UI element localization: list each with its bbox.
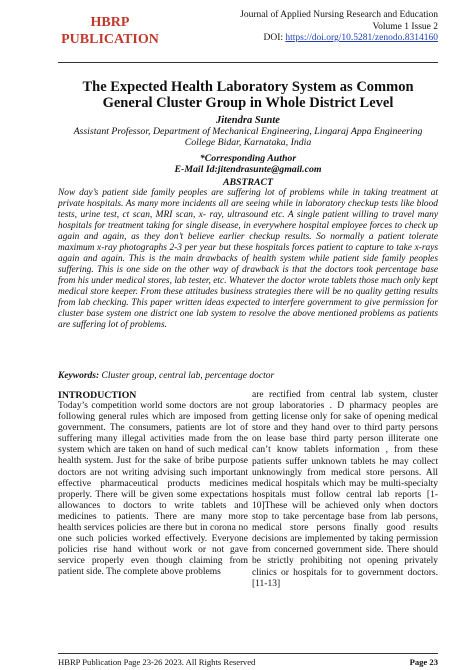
keywords-text: Cluster group, central lab, percentage doctor [99, 371, 275, 381]
footer-divider [58, 653, 438, 654]
body-column-right [252, 390, 438, 590]
introduction-heading: INTRODUCTION [58, 390, 137, 401]
publisher-logo [58, 14, 162, 48]
page-number: Page 23 [409, 657, 438, 667]
author-affiliation: Assistant Professor, Department of Mechanical Engineering, Lingaraj Appa Engineering College Bidar, Karnataka, India [73, 126, 423, 149]
article-title: The Expected Health Laboratory System as Common General Cluster Group in Whole District Level [82, 79, 414, 111]
body-paragraph-right: are rectified from central lab system, cluster group laboratories . D pharmacy peoples are getting license only for sake of opening medical store and they hand over to third party persons on lease base third party person illiterate one can’t know tablets information , from these patients suffer unknown tablets he may collect unknowingly from medical store persons. All medical hospitals which may be multi-specialty hospitals must follow central lab reports [1-10]These will be achieved only when doctors stop to take percentage base from lab persons, medical store persons finally good results decisions are implemented by taking permission from concerned government side. There should be strictly prohibiting not opening privately clinics or hospitals for to government doctors.[11-13] [252, 390, 438, 589]
body-paragraph-left: Today’s competition world some doctors are not following general rules which are imposed from government. The consumers, patients are lot of suffering many illegal activities made from the system which are taken on hand of such medical health system. Just for the sake of bribe purpose doctors are not writing advising such important effective pharmaceutical products medicines properly. There will be given some expectations allowances to doctors to write tablets and medicines to patients. There are many more health services policies are there but in corona no one such policies worked effectively. Everyone policies rise hand without work or not gave service properly even though claiming from patient side. The complete above problems [58, 401, 248, 578]
corresponding-label: *Corresponding Author [199, 153, 297, 164]
author-name: Jitendra Sunte [216, 115, 280, 126]
footer-copyright: HBRP Publication Page 23-26 2023. All Rights Reserved [58, 657, 256, 667]
header-divider [58, 62, 438, 63]
doi-line [208, 33, 438, 45]
volume-issue: Volume 1 Issue 2 [372, 21, 438, 32]
journal-meta [208, 10, 438, 45]
keywords [58, 371, 438, 381]
doi-link[interactable]: https://doi.org/10.5281/zenodo.8314160 [285, 33, 438, 43]
abstract-heading: ABSTRACT [222, 177, 274, 188]
abstract-text: Now day’s patient side family peoples are suffering lot of problems while in taking treatment at private hospitals. As many more incidents all are seeing while in laboratory checkup tests like blood tests, urine test, ct scan, MRI scan, x- ray, ultrasound etc. A single patient willing to travel many hospitals for treatment taking for single disease, in everywhere hospital employee forces to check up again and again, as they don’t believe earlier checkup results. So normally a patient tolerate maximum x-ray photographs 2-3 per year but these hospitals forces patient to capture to take x-rays again and again. This is the main drawbacks of health system while patient side family peoples suffering. This is one side on the other way of drawback is that the doctors took percentage base from his under medical stores, lab tester, etc. Whatever the doctor wrote tablets those much only kept medical store keeper. From these attitudes business strategies there will be no quality getting results from lab checking. This paper written ideas expected to interfere government to give permission for cluster base system one district one lab system to resolve the above mentioned problems as patients are suffering lot of problems. [58, 188, 438, 330]
body-column-left [58, 390, 248, 579]
logo-line-2: PUBLICATION [61, 32, 159, 47]
corresponding-email: E-Mail Id:jitendrasunte@gmail.com [174, 164, 322, 175]
logo-line-1: HBRP [90, 15, 130, 30]
doi-label: DOI: [263, 33, 283, 43]
corresponding-author [58, 153, 438, 175]
keywords-label: Keywords: [58, 371, 100, 381]
journal-name: Journal of Applied Nursing Research and Education [240, 10, 438, 20]
